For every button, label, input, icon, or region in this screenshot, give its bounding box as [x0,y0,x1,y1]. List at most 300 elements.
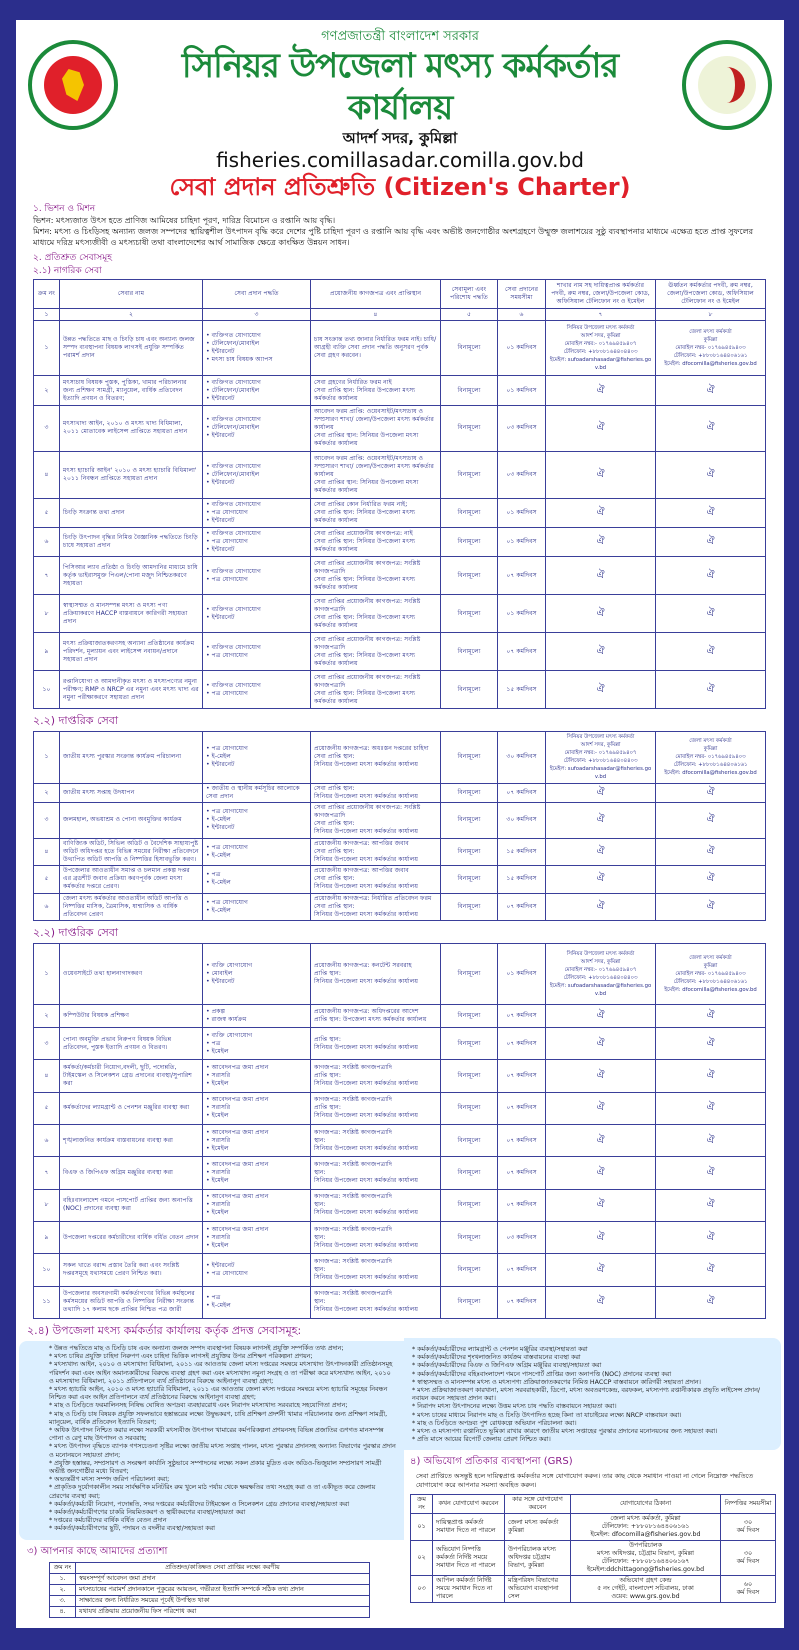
required-documents: আবেদন ফরম প্রাপ্তি: ওয়েবসাইট/মৎস্যচাষ ও সম্প্রসারণ শাখা/ জেলা/উপজেলা মৎস্য কর্মকর্তার কার্যালয় সেবা প্রাপ্তির স্থান: সিনিয়র উপজেলা মৎস্য কর্মকর্তার কার্যালয় [311,452,441,499]
provided-service-item: * স্বাস্থ্যসম্মত ও মানসম্পন্ন মৎস্য ও মৎস্যপণ্য প্রক্রিয়াজাতকরণের নিমিত্ত HACCP বাস্তবায়নে কারিগরী সহায়তা প্রদান। [412,1378,701,1386]
service-methods [203,803,311,839]
table-row [34,1005,766,1028]
column-header: প্রতিশ্রুত/কাঙ্ক্ষিত সেবা প্রাপ্তির লক্ষ্যে করণীয় [76,1562,370,1573]
superior-officer: ঐ [656,376,766,405]
service-name: কম্পিউটার বিষয়ক প্রশিক্ষণ [60,1005,203,1028]
superior-officer: জেলা মৎস্য কর্মকর্তা কুমিল্লা মোবাইল নম্বর- ০১৭৬৯৪৫৯৪০৩ টেলিফোন: +৮৮০৮১৬৪৪০৬১৬১ ইমেইল: dfocomilla@fisheries.gov.bd [656,944,766,1005]
method-item: • পত্র যোগাযোগ [206,576,307,584]
service-methods [203,1005,311,1028]
required-documents: সেবা প্রাপ্তির প্রয়োজনীয় কাগজপত্র: নাই সেবা প্রাপ্তি স্থান: সিনিয়র উপজেলা মৎস্য কর্মকর্তার কার্যালয় [311,528,441,557]
method-item: • ইমেইল [206,1145,307,1153]
service-fee: বিনামূল্যে [441,838,498,865]
method-item: • পত্র যোগাযোগ [206,844,307,852]
method-item: • সরাসরি [206,1137,307,1145]
required-documents: প্রয়োজনীয় কাগজপত্র: নির্ধারিত প্রতিবেদন ফরম সেবা প্রাপ্তি স্থান: সিনিয়র উপজেলা মৎস্য কর্মকর্তার কার্যালয় [311,893,441,920]
column-number: ২ [60,309,203,321]
service-time: ১৫ কর্মদিবস [498,866,546,893]
method-item: • পত্র [206,1294,307,1302]
method-item: • ইমেইল [206,1112,307,1120]
service-methods [203,783,311,802]
provided-service-item: * কর্মকর্তা/কর্মচারীদের বিএফ ও জিপিএফ অগ্রিম মঞ্জুরির ব্যবস্থা/সহায়তা করা [412,1362,602,1370]
service-methods [203,1189,311,1221]
service-name: জলমহাল, অভয়াশ্রম ও পোনা অবমুক্তির কার্যক্রম [60,803,203,839]
service-time: ০৭ কর্মদিবস [498,1286,546,1318]
service-time: ৩০ কর্মদিবস [498,732,546,784]
service-fee: বিনামূল্যে [441,528,498,557]
service-methods [203,866,311,893]
office-services-table [33,731,766,921]
service-methods [203,321,311,376]
method-item: • টেলিফোন/মোবাইল [206,340,307,348]
superior-officer: ঐ [656,1286,766,1318]
service-time: ০১ কর্মদিবস [498,321,546,376]
superior-officer: ঐ [656,893,766,920]
row-number: ১১ [34,1286,60,1318]
service-name: বিএফ ও জিপিএফ অগ্রিম মঞ্জুরির ব্যবস্থা করা [60,1157,203,1189]
table-row [34,783,766,802]
service-fee: বিনামূল্যে [441,1124,498,1156]
table-cell: অভিযোগ নিষ্পত্তি কর্মকর্তা নির্দিষ্ট সময়ে সমাধান দিতে না পারলে [433,1541,505,1576]
method-item: • ব্যক্তি যোগাযোগ [206,962,307,970]
service-name: পোনা অবমুক্তি প্রভাব নিরুপণ বিষয়ক বিভিন্ন প্রতিবেদন, পুস্তক ইত্যাদি প্রণয়ন ও বিতরণ। [60,1027,203,1059]
table-row [34,1286,766,1318]
table-header [34,280,766,309]
method-item: • সরাসরি [206,1072,307,1080]
service-methods [203,1092,311,1124]
column-number: ৪ [311,309,441,321]
method-item: • পত্র যোগাযোগ [206,745,307,753]
service-fee: বিনামূল্যে [441,557,498,595]
service-fee: বিনামূল্যে [441,944,498,1005]
method-item: • সরাসরি [206,1104,307,1112]
service-fee: বিনামূল্যে [441,1027,498,1059]
column-number: ১ [34,309,60,321]
superior-officer: ঐ [656,595,766,633]
service-name: উপজেলার অবসরগামী কর্মকর্তাগণের বিভিন্ন কর্মস্থলের কর্মসময়ের অডিট আপত্তি ও নিষ্পত্তির নিরীক্ষা সংক্রান্ত তথ্যাদি ১৭ কলাম ছকে প্রাপ্তির নিশ্চিত পত্র জারী [60,1286,203,1318]
table-row [34,1221,766,1253]
method-item: • সরাসরি [206,1169,307,1177]
column-header: ঊর্ধ্বতন কর্মকর্তার পদবী, রুম নম্বর, জেলা/উপজেলা কোড, অফিসিয়াল টেলিফোন নং ও ইমেইল [656,280,766,309]
service-name: উপজেলা দপ্তরের কর্মচারীদের বার্ষিক বর্ধিত বেতন প্রদান [60,1221,203,1253]
provided-service-item: * প্রযুক্তি হস্তান্তর, সম্প্রসারণ ও সংরক্ষণ কার্যানি সুষ্ঠুভাবে সম্পাদনের লক্ষ্যে সকল প্রকার মুদ্রিত এবং অডিও-ভিজুয়াল সম্প্রসারণ সামগ্রী অভীষ্ট জনগোষ্ঠীর মধ্যে বিতরণ; [49,1459,382,1476]
required-documents: সেবা প্রাপ্তির প্রয়োজনীয় কাগজপত্র: সংশ্লিষ্ট কাগজপত্রাদি সেবা প্রাপ্তি স্থান: সিনিয়র উপজেলা মৎস্য কর্মকর্তার কার্যালয় [311,595,441,633]
service-name: চিংড়ি উৎপাদন বৃদ্ধির নিমিত্ত বৈজ্ঞানিক পদ্ধতিতে চিংড়ি চাষে সহায়তা প্রদান [60,528,203,557]
responsible-officer: ঐ [546,595,656,633]
row-number: ৬ [34,528,60,557]
service-fee: বিনামূল্যে [441,1060,498,1092]
column-number: ৩ [203,309,311,321]
service-methods [203,1027,311,1059]
service-fee: বিনামূল্যে [441,893,498,920]
table-header [411,1495,776,1514]
expectations-table [49,1562,370,1618]
row-number: ১ [34,732,60,784]
responsible-officer: ঐ [546,633,656,671]
responsible-officer: ঐ [546,1060,656,1092]
provided-service-item: * কর্মকর্তা/কর্মচারীগণের চাকরি নিয়মিতকরণ ও স্থায়ীকরণের ব্যবস্থা/সহায়তা করা [49,1509,246,1517]
service-methods [203,376,311,405]
service-methods [203,1286,311,1318]
provided-service-item: * মাছ ও চিংড়ি চাষ বিষয়ক প্রযুক্তি সফলভাবে হস্তান্তরের লক্ষ্যে উদ্বুদ্ধকরণ, চাষি প্রশিক্ষণ প্রদর্শনী খামার পরিচালনার জন্য প্রশিক্ষণ সামগ্রী, ম্যানুয়েল, বার্ষিক প্রতিবেদন ইত্যাদি বিতরণ; [49,1410,388,1426]
provided-service-item: * কর্মকর্তা/কর্মচারীদের ল্যামগ্রান্ট ও পেনশন মঞ্জুরির ব্যবস্থা/সহায়তা করা [412,1346,588,1353]
superior-officer: জেলা মৎস্য কর্মকর্তা কুমিল্লা মোবাইল নম্বর- ০১৭৬৯৪৫৯৪০৩ টেলিফোন: +৮৮০৮১৬৪৪০৬১৬১ ইমেইল: dfocomilla@fisheries.gov.bd [656,321,766,376]
table-row [34,866,766,893]
responsible-officer: ঐ [546,1221,656,1253]
service-time: ০৭ কর্মদিবস [498,1005,546,1028]
table-cell: ৪. [50,1606,76,1617]
grs-table [410,1494,776,1603]
column-number: ৫ [441,309,498,321]
table-row [34,405,766,452]
table-cell: জেলা মৎস্য কর্মকর্তা কুমিল্লা [505,1514,571,1541]
method-item: • ই-মেইল [206,1302,307,1310]
service-name: জাতীয় মৎস্য সপ্তাহ উদযাপন [60,783,203,802]
table-row [34,452,766,499]
method-item: • মোবাইল [206,970,307,978]
superior-officer: ঐ [656,557,766,595]
column-header: সেবা প্রদানের সময়সীমা [498,280,546,309]
table-cell: ২. [50,1584,76,1595]
table-cell: অভিযোগ গ্রহণ কেন্দ্র ৫ নং গেইট, বাংলাদেশ সচিবালয়, ঢাকা ওয়েব: www.grs.gov.bd [571,1576,721,1603]
government-seal-icon [28,40,118,130]
service-name: রপ্তানিযোগ্য ও আমদানীকৃত মৎস্য ও মৎস্যপণ্যের নমুনা পরীক্ষণ; RMP ও NRCP এর নমুনা এবং মৎস্য খাদ্য এর নমুনা পরীক্ষাকরণে সহায়তা প্রদান [60,671,203,709]
table-row [34,498,766,527]
table-row [34,732,766,784]
service-time: ০৩ কর্মদিবস [498,452,546,499]
service-name: কর্মকর্তাদের ল্যামগ্রান্ট ও পেনশন মঞ্জুরির ব্যবস্থা করা [60,1092,203,1124]
provided-service-item: * কর্মকর্তা/কর্মচারীদের শৃংখলাজনিত কার্যক্রম বাস্তবায়নের ব্যবস্থা করা [412,1354,581,1362]
service-fee: বিনামূল্যে [441,1092,498,1124]
website-link[interactable]: fisheries.comillasadar.comilla.gov.bd [216,148,584,172]
table-row [411,1541,776,1576]
method-item: • ই-মেইল [206,879,307,887]
service-time: ০১ কর্মদিবস [498,595,546,633]
superior-officer: ঐ [656,498,766,527]
table-row [50,1606,370,1617]
responsible-officer: সিনিয়র উপজেলা মৎস্য কর্মকর্তা আদর্শ সদর, কুমিল্লা মোবাইল নম্বর:- ০১৭৬৯৪৫৯৪০৭ টেলিফোন: +৮৮০৮১৬৪৪০৪৪০৩ ইমেইল: sufoadarshasadar@fisheries.gov.bd [546,321,656,376]
provided-service-item: * দপ্তরের কর্মচারীদের বার্ষিক বর্ধিত বেতন প্রদান [49,1517,167,1525]
service-name: চিংড়ি সংক্রান্ত তথ্য প্রদান [60,498,203,527]
service-time: ০১ কর্মদিবস [498,376,546,405]
table-row [34,557,766,595]
method-item: • আবেদনপত্র জমা প্রদান [206,1226,307,1234]
method-item: • পত্র যোগাযোগ [206,1270,307,1278]
method-item: • টেলিফোন/মোবাইল [206,387,307,395]
provided-service-item: * অধিক উৎপাদন নিশ্চিত করার লক্ষ্যে সরকারী মৎস্যবীজ উৎপাদন খামারের কর্মপরিকল্পনা প্রণয়নসহ বিভিন্ন প্রজাতির গুণগত মানসম্পন্ন পোনা ও রেণু মাছ উৎপাদন ও সরবরাহ; [49,1427,384,1443]
method-item: • জাতীয় ও স্থানীয় কর্মসূচির আলোকে সেবা প্রদান [206,785,307,801]
table-row [34,838,766,865]
column-header: কখন যোগাযোগ করবেন [433,1495,505,1514]
table-row [411,1576,776,1603]
provided-service-item: * মৎস্য হ্যাচারি আইন, ২০১০ ও মৎস্য হ্যাচারি বিধিমালা, ২০১১ এর আওতায় জেলা মৎস্য দপ্তরের সমন্বয়ে মৎস্য হ্যাচারি সমূহের নিবন্ধন নিশ্চিত করা এবং আইন প্রতিপালনে ব্যর্থ প্রতিষ্ঠানের বিরুদ্ধে আইনানুগ ব্যবস্থা গ্রহণ; [49,1386,388,1402]
service-methods [203,557,311,595]
table-header [50,1562,370,1573]
responsible-officer: ঐ [546,452,656,499]
method-item: • ইন্টারনেট [206,479,307,487]
service-time: ৩০ কর্মদিবস [498,803,546,839]
provided-service-item: * কর্মকর্তা/কর্মচারীগণের ছুটি, পদায়ন ও বদলীর ব্যবস্থা/সহায়তা করা [49,1525,215,1533]
service-methods [203,944,311,1005]
provided-service-item: * অভ্যন্তরীণ মৎস্য সম্পদ জরিপ পরিচালনা করা; [49,1476,170,1484]
row-number: ৯ [34,1221,60,1253]
method-item: • পত্র [206,871,307,879]
method-item: • পত্র যোগাযোগ [206,538,307,546]
service-fee: বিনামূল্যে [441,1157,498,1189]
table-cell: ৩. [50,1595,76,1606]
responsible-officer: ঐ [546,671,656,709]
bottom-section [19,1319,781,1618]
row-number: ৩ [34,803,60,839]
service-fee: বিনামূল্যে [441,452,498,499]
service-methods [203,732,311,784]
row-number: ৩ [34,1027,60,1059]
provided-services-left [19,1341,404,1540]
method-item: • আবেদনপত্র জমা প্রদান [206,1193,307,1201]
method-item: • ব্যক্তিগত যোগাযোগ [206,606,307,614]
table-cell: মৎস্যচাষের পরামর্শ প্রদানকালে পুকুরের আয়তন, গভীরতা ইত্যাদি সম্পর্কে সঠিক তথ্য প্রদান [76,1584,370,1595]
government-name: গণপ্রজাতন্ত্রী বাংলাদেশ সরকার [321,29,479,44]
service-methods [203,405,311,452]
column-header: সেবা প্রদান পদ্ধতি [203,280,311,309]
table-row [34,1157,766,1189]
charter-title: সেবা প্রদান প্রতিশ্রুতি (Citizen's Charter) [169,173,631,201]
method-item: • ব্যক্তিগত যোগাযোগ [206,644,307,652]
table-row [34,1254,766,1286]
office-services-2-heading: ২.২) দাপ্তরিক সেবা [33,926,119,939]
service-fee: বিনামূল্যে [441,405,498,452]
service-time: ০৭ কর্মদিবস [498,1254,546,1286]
column-header: যোগাযোগের ঠিকানা [571,1495,721,1514]
method-item: • রাজস্ব কার্যক্রম [206,1016,307,1024]
required-documents: সেবা প্রাপ্তির প্রয়োজনীয় কাগজপত্র: সংশ্লিষ্ট কাগজপত্রাদি সেবা প্রাপ্তি স্থান: সিনিয়র উপজেলা মৎস্য কর্মকর্তার কার্যালয় [311,557,441,595]
service-fee: বিনামূল্যে [441,866,498,893]
service-name: মৎস্য হ্যাচারি আইন' ২০১০ ও মৎস্য হ্যাচারি বিধিমালা' ২০১১ নিবন্ধন প্রাপ্তিতে সহায়তা প্রদান [60,452,203,499]
column-header: ক্রম নং [411,1495,433,1514]
responsible-officer: ঐ [546,866,656,893]
service-time: ০৭ কর্মদিবস [498,1060,546,1092]
superior-officer: ঐ [656,671,766,709]
service-name: মৎস্যখাদ্য আইন, ২০১০ ও মৎস্য খাদ্য বিধিমালা, ২০১১ মোতাবেক লাইসেন্স প্রাপ্তিতে সহায়তা প্রদান [60,405,203,452]
required-documents: সেবা প্রাপ্তির প্রয়োজনীয় কাগজপত্র: সংশ্লিষ্ট কাগজপত্রাদি সেবা প্রাপ্তি স্থান: সিনিয়র উপজেলা মৎস্য কর্মকর্তার কার্যালয় [311,803,441,839]
method-item: • ইন্টারনেট [206,546,307,554]
service-fee: বিনামূল্যে [441,498,498,527]
method-item: • পত্র যোগাযোগ [206,652,307,660]
responsible-officer: ঐ [546,803,656,839]
service-methods [203,671,311,709]
table-cell: ৩০ কর্ম দিবস [721,1514,776,1541]
service-fee: বিনামূল্যে [441,671,498,709]
service-name: শৃঙ্খলাজনিত কার্যক্রম বাস্তবায়নের ব্যবস্থা করা [60,1124,203,1156]
services-heading: ২. প্রতিশ্রুত সেবাসমূহ [33,253,112,263]
responsible-officer: ঐ [546,405,656,452]
required-documents: কাগজপত্র: সংশ্লিষ্ট কাগজপত্রাদি স্থান: সিনিয়র উপজেলা মৎস্য কর্মকর্তার কার্যালয় [311,1254,441,1286]
table-row [34,376,766,405]
method-item: • ইন্টারনেট [206,517,307,525]
row-number: ১০ [34,671,60,709]
service-time: ০৩ কর্মদিবস [498,405,546,452]
responsible-officer: ঐ [546,893,656,920]
required-documents: প্রাপ্তি স্থান: সিনিয়র উপজেলা মৎস্য কর্মকর্তার কার্যালয় [311,1027,441,1059]
provided-service-item: * মৎস্যখাদ্য আইন, ২০১০ ও মৎস্যখাদ্য বিধিমালা, ২০১১ এর আওতায় জেলা মৎস্য দপ্তরের সমন্বয়ে মৎস্যখাদ্য উৎপাদনকারী প্রতিষ্ঠানসমূহ পরিদর্শন করা এবং আইন অমান্যকারীদের বিরুদ্ধে ব্যবস্থা গ্রহণ করা এবং মৎস্যখাদ্য নমুনা সংগ্রহ ও তা পরীক্ষা করে মৎস্যখাদ্য আইন, ২০১০ ও মৎস্যখাদ্য বিধিমালা, ২০১১ প্রতিপালনে ব্যর্থ প্রতিষ্ঠানের বিরুদ্ধে আইনানুগ ব্যবস্থা গ্রহণ; [49,1361,393,1385]
superior-officer: ঐ [656,866,766,893]
responsible-officer: ঐ [546,1092,656,1124]
row-number: ৩ [34,405,60,452]
provided-service-item: * মাছ ও চিংড়িতে ফরমালিনসহ নিষিদ্ধ ঘোষিত অপদ্রব্য ব্যবহাররোধ এবং নিরাপদ মৎস্যখাদ্য সরবরাহে সহযোগিতা প্রদান; [49,1402,348,1410]
service-time: ০৭ কর্মদিবস [498,1157,546,1189]
provided-service-item: * কর্মকর্তা/কর্মচারীদের বহিঃবাংলাদেশ গমনে পাসপোর্ট প্রাপ্তির জন্য অনাপত্তি (NOC) প্রদানের ব্যবস্থা করা [412,1370,672,1378]
method-item: • ইন্টারনেট [206,978,307,986]
method-item: • পত্র যোগাযোগ [206,808,307,816]
table-cell: ৩০ কর্ম দিবস [721,1541,776,1576]
service-name: জেলা মৎস্য কর্মকর্তার আওতাধীন অডিট আপত্তি ও নিষ্পত্তির মাসিক, ত্রৈমাসিক, ষান্মাসিক ও বার্ষিক প্রতিবেদন প্রেরণ [60,893,203,920]
method-item: • আবেদনপত্র জমা প্রদান [206,1161,307,1169]
method-item: • ব্যক্তি যোগাযোগ [206,1032,307,1040]
method-item: • ব্যক্তিগত যোগাযোগ [206,501,307,509]
method-item: • ব্যক্তিগত যোগাযোগ [206,416,307,424]
row-number: ৪ [34,838,60,865]
provided-services-right [404,1338,781,1450]
service-methods [203,1254,311,1286]
method-item: • ই-মেইল [206,753,307,761]
table-row [34,321,766,376]
mission-text: মিশন: মৎস্য ও চিংড়িসহ অন্যান্য জলজ সম্পদের স্থায়িত্বশীল উৎপাদন বৃদ্ধি করে দেশের পুষ্টি চাহিদা পূরণ ও রপ্তানি আয় বৃদ্ধি এবং অভীষ্ট জনগোষ্ঠীর অংশগ্রহণে উম্মুক্ত জলাশয়ের সুষ্ঠু ব্যবস্থাপনার মাধ্যমে এক্ষেত্র হতে প্রাপ্ত সুফলের মাধ্যমে দরিদ্র মৎস্যজীবী ও মৎস্যচাষী তথা বাংলাদেশের আর্থ সামাজিক ক্ষেত্রে কাংক্ষিত উন্নয়ন সাধন। [33,227,753,247]
service-name: সকল খাতে বরাদ্দ প্রস্তাব তৈরি করা এবং সংশ্লিষ্ট দপ্তরসমূহে যথাসময়ে প্রেরণ নিশ্চিত করা। [60,1254,203,1286]
row-number: ৭ [34,557,60,595]
service-time: ০৭ কর্মদিবস [498,1027,546,1059]
method-item: • পত্র [206,1040,307,1048]
method-item: • ইমেইল [206,1048,307,1056]
superior-officer: ঐ [656,1124,766,1156]
method-item: • ইন্টারনেট [206,348,307,356]
table-row [34,944,766,1005]
superior-officer: ঐ [656,528,766,557]
service-name: উন্নত পদ্ধতিতে মাছ ও চিংড়ি চাষ এবং অন্যান্য জলজ সম্পদ ব্যবস্থাপনা বিষয়ক লাগসই প্রযুক্তি সম্পর্কিত পরামর্শ প্রদান [60,321,203,376]
row-number: ৬ [34,1124,60,1156]
required-documents: সেবা প্রাপ্তি স্থান: সিনিয়র উপজেলা মৎস্য কর্মকর্তার কার্যালয় [311,783,441,802]
provided-service-item: * নিরাপদ মৎস্য উৎপাদনের লক্ষ্যে উত্তম মৎস্য চাষ পদ্ধতি বাস্তবায়নে সহায়তা করা। [412,1403,617,1411]
provided-service-item: * উন্নত পদ্ধতিতে মাছ ও চিংড়ি চাষ এবং অন্যান্য জলজ সম্পদ ব্যবস্থাপনা বিষয়ক লাগসই প্রযুক্তি সম্পর্কিত তথ্য প্রদান; [49,1345,344,1352]
superior-officer: জেলা মৎস্য কর্মকর্তা কুমিল্লা মোবাইল নম্বর- ০১৭৬৯৪৫৯৪০৩ টেলিফোন: +৮৮০৮১৬৪৪০৬১৬১ ইমেইল: dfocomilla@fisheries.gov.bd [656,732,766,784]
responsible-officer: ঐ [546,783,656,802]
table-row [34,1027,766,1059]
provided-service-item: * প্রাকৃতিক দুর্যোগকালীন সময় সার্বক্ষণিক মনিটরিং রুম খুলে মাঠ পর্যায় থেকে ক্ষয়ক্ষতির তথ্য সংগ্রহ করা ও তা একীভূত করে জেলায় প্রেরণের ব্যবস্থা করা; [49,1484,376,1500]
service-time: ০৭ কর্মদিবস [498,1092,546,1124]
table-row [34,595,766,633]
service-methods [203,595,311,633]
required-documents: সেবা গ্রহণের নির্ধারিত ফরম নাই সেবা প্রাপ্তি স্থান: সিনিয়র উপজেলা মৎস্য কর্মকর্তার কার্যালয় [311,376,441,405]
column-header: নিষ্পত্তির সময়সীমা [721,1495,776,1514]
column-header: প্রয়োজনীয় কাগজপত্র এবং প্রাপ্তিস্থান [311,280,441,309]
row-number: ১ [34,321,60,376]
row-number: ৫ [34,498,60,527]
table-cell: দায়িত্বপ্রাপ্ত কর্মকর্তা সমাধান দিতে না পারলে [433,1514,505,1541]
table-cell: ০১ [411,1514,433,1541]
method-item: • ই-মেইল [206,907,307,915]
row-number: ১০ [34,1254,60,1286]
service-fee: বিনামূল্যে [441,595,498,633]
expectations-heading: ৩) আপনার কাছে আমাদের প্রত্যাশা [27,1545,168,1557]
vision-text: ভিশন: মৎস্যজাত উৎস হতে প্রাণিজ আমিষের চাহিদা পূরণ, দারিদ্র বিমোচন ও রপ্তানি আয় বৃদ্ধি। [33,216,336,225]
service-name: ওয়েবসাইটে তথ্য হালনাগাদকরণ [60,944,203,1005]
office-title: সিনিয়র উপজেলা মৎস্য কর্মকর্তার কার্যালয় [181,46,619,128]
service-fee: বিনামূল্যে [441,1005,498,1028]
citizen-services-table [33,279,766,709]
column-header: ক্রম নং [34,280,60,309]
service-fee: বিনামূল্যে [441,783,498,802]
required-documents: কাগজপত্র: সংশ্লিষ্ট কাগজপত্রাদি প্রাপ্তি স্থান: সিনিয়র উপজেলা মৎস্য কর্মকর্তার কার্যালয় [311,1092,441,1124]
row-number: ২ [34,376,60,405]
service-methods [203,528,311,557]
responsible-officer: ঐ [546,528,656,557]
method-item: • ইমেইল [206,1242,307,1250]
service-name: মৎস্যচাষ বিষয়ক পুস্তক, পুস্তিকা, খামার পরিচালনার জন্য প্রশিক্ষণ সামগ্রী, ম্যানুয়েল, বার্ষিক প্রতিবেদন ইত্যাদি প্রণয়ন ও বিতরণ; [60,376,203,405]
service-time: ০৭ কর্মদিবস [498,783,546,802]
row-number: ৮ [34,595,60,633]
required-documents: কাগজপত্র: সংশ্লিষ্ট কাগজপত্রাদি স্থান: সিনিয়র উপজেলা মৎস্য কর্মকর্তার কার্যালয় [311,1221,441,1253]
table-cell: ০৩ [411,1576,433,1603]
provided-service-item: * মৎস্য ও মৎস্যপণ্য রপ্তানিতে ভূমিকা রাখার কারণে জাতীয় মৎস্য সপ্তাহের পুরস্কার প্রদানের মনোনয়নের জন্য সহায়তা করা। [412,1428,718,1436]
charter-panel [16,20,784,1628]
required-documents: কাগজপত্র: সংশ্লিষ্ট কাগজপত্রাদি প্রাপ্তি স্থান: সিনিয়র উপজেলা মৎস্য কর্মকর্তার কার্যালয় [311,1060,441,1092]
citizen-services-heading: ২.১) নাগরিক সেবা [33,266,102,276]
column-number-row [34,309,766,321]
row-number: ২ [34,1005,60,1028]
service-fee: বিনামূল্যে [441,1221,498,1253]
bottom-right-column [404,1319,781,1618]
service-time: ০৭ কর্মদিবস [498,1189,546,1221]
table-row [50,1573,370,1584]
table-cell: উপপরিচালক মৎস্য অধিদপ্তর চট্টগ্রাম বিভাগ, কুমিল্লা [505,1541,571,1576]
row-number: ১ [34,944,60,1005]
method-item: • ইন্টারনেট [206,1262,307,1270]
table-row [34,893,766,920]
table-row [50,1595,370,1606]
table-row [34,1092,766,1124]
superior-officer: ঐ [656,783,766,802]
provided-service-item: * মৎস্য চাষির প্রযুক্তি চাহিদা নিরুপণ এবং চাহিদা ভিত্তিক লাগসই প্রযুক্তির উপর প্রশিক্ষণ পরিকল্পনা প্রণয়ন; [49,1353,313,1361]
provided-service-item: * কর্মকর্তা/কর্মচারী নিয়োগ, পদোন্নতি, সদর দপ্তরের কর্মচারীদের টাইমস্কেল ও সিলেকশন গ্রেড প্রদানের ব্যবস্থা/সহায়তা করা [49,1500,350,1508]
row-number: ৪ [34,452,60,499]
service-fee: বিনামূল্যে [441,803,498,839]
table-cell: মন্ত্রিপরিষদ বিভাগের অভিযোগ ব্যবস্থাপনা সেল [505,1576,571,1603]
table-row [411,1514,776,1541]
table-row [34,1189,766,1221]
responsible-officer: সিনিয়র উপজেলা মৎস্য কর্মকর্তা আদর্শ সদর, কুমিল্লা মোবাইল নম্বর:- ০১৭৬৯৪৫৯৪০৭ টেলিফোন: +৮৮০৮১৬৪৪০৪৪০৩ ইমেইল: sufoadarshasadar@fisheries.gov.bd [546,944,656,1005]
provided-service-item: * মৎস্য প্রক্রিয়াজাতকরণ কারখানা, মৎস্য সরবরাহকারী, ডিপো, মৎস্য অবতরণকেন্দ্র, বরফকল, মৎস্যপণ্য রপ্তানীকারক প্রভৃতি লাইসেন্স প্রদান/নবায়ন করনে সহায়তা প্রদান করা। [412,1387,761,1403]
method-item: • ইন্টারনেট [206,761,307,769]
superior-officer: ঐ [656,633,766,671]
table-cell: ০২ [411,1541,433,1576]
method-item: • মৎস্য চাষ বিষয়ক অ্যাপস [206,356,307,364]
required-documents: প্রয়োজনীয় কাগজপত্র: অধঃস্তন দপ্তরের চাহিদা সেবা প্রাপ্তি স্থান: সিনিয়র উপজেলা মৎস্য কর্মকর্তার কার্যালয় [311,732,441,784]
bottom-left-column [19,1319,404,1618]
responsible-officer: ঐ [546,1005,656,1028]
superior-officer: ঐ [656,838,766,865]
responsible-officer: ঐ [546,557,656,595]
service-methods [203,633,311,671]
service-methods [203,1124,311,1156]
row-number: ৪ [34,1060,60,1092]
method-item: • ব্যক্তিগত যোগাযোগ [206,463,307,471]
service-name: জাতীয় মৎস্য পুরস্কার সংক্রান্ত কার্যক্রম পরিচালনা [60,732,203,784]
responsible-officer: সিনিয়র উপজেলা মৎস্য কর্মকর্তা আদর্শ সদর, কুমিল্লা মোবাইল নম্বর:- ০১৭৬৯৪৫৯৪০৭ টেলিফোন: +৮৮০৮১৬৪৪০৪৪০৩ ইমেইল: sufoadarshasadar@fisheries.gov.bd [546,732,656,784]
method-item: • ইমেইল [206,1177,307,1185]
provided-service-item: * মৎস্য চাষের মাধ্যমে নিরাপদ মাছ ও চিংড়ি উৎপাদিত হচ্ছে কিনা তা যাচাইয়ের লক্ষ্যে NRCP বাস্তবায়ন করা। [412,1411,682,1419]
row-number: ৯ [34,633,60,671]
method-item: • সরাসরি [206,1234,307,1242]
service-methods [203,893,311,920]
service-time: ০৭ কর্মদিবস [498,893,546,920]
